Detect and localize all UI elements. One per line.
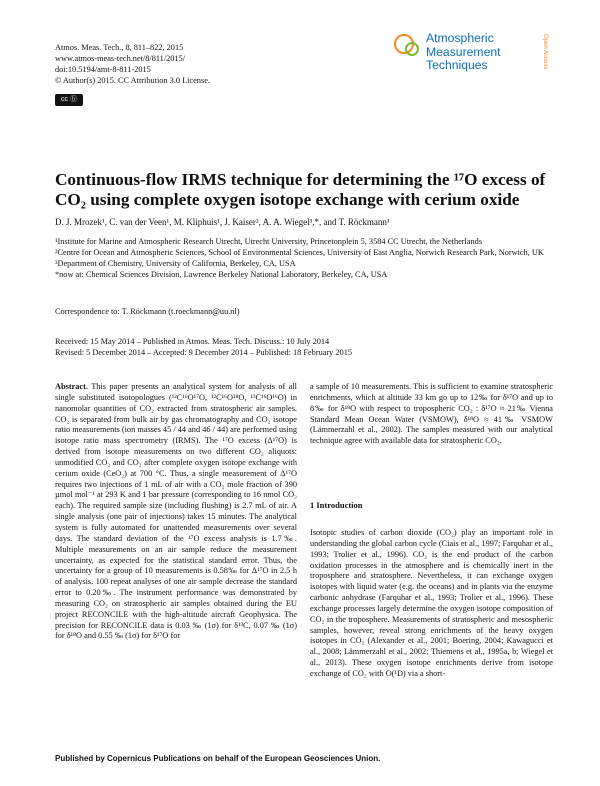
section-heading: 1 Introduction	[310, 500, 363, 510]
publication-history	[55, 336, 352, 358]
logo-text	[426, 32, 501, 73]
article-meta	[55, 42, 210, 86]
history-line: Revised: 5 December 2014 – Accepted: 9 December 2014 – Published: 18 February 2015	[55, 348, 353, 357]
logo-line: Measurement	[426, 44, 501, 59]
affiliation: ²Centre for Ocean and Atmospheric Sciences, School of Environmental Sciences, University of East Anglia, Norwich Research Park, Norwich, UK	[55, 248, 544, 257]
copyright: © Author(s) 2015. CC Attribution 3.0 License.	[55, 76, 210, 85]
correspondence: Correspondence to: T. Röckmann (t.roeckmann@uu.nl)	[55, 307, 240, 316]
logo-line: Atmospheric	[426, 31, 494, 45]
affiliation: ³Department of Chemistry, University of California, Berkeley, CA, USA	[55, 259, 296, 268]
introduction-text: Isotopic studies of carbon dioxide (CO₂) play an important role in understanding the global carbon cycle (Ciais et al., 1997; Farquhar et al., 1993; Trolier et al., 1996). CO₂ is the end product of the carbon oxidation processes in the atmosphere and is chemically inert in the troposphere and stratosphere. Nevertheless, it can exchange oxygen isotopes with liquid water (e.g. the oceans) and in plants via the enzyme carbonic anhydrase (Farquhar et al., 1993; Trolier et al., 1996). These exchange processes largely determine the oxygen isotope composition of CO₂ in the troposphere. Measurements of stratospheric and mesospheric samples, however, reveal strong enrichments of the heavy oxygen isotopes in CO₂ (Alexander et al., 2001; Boering, 2004; Kawagucci et al., 2008; Lämmerzahl et al., 2002; Thiemens et al., 1995a, b; Wiegel et al., 2013). These oxygen isotope enrichments derive from isotope exchange of CO₂ with O(¹D) via a short-	[310, 528, 553, 678]
affiliation: ¹Institute for Marine and Atmospheric Research Utrecht, Utrecht University, Princetonplein 5, 3584 CC Utrecht, the Netherlands	[55, 237, 483, 246]
cc-license-badge-icon[interactable]: cc ⓑ	[55, 94, 83, 106]
abstract-continued: a sample of 10 measurements. This is sufficient to examine stratospheric enrichments, which at altitude 33 km go up to 12‰ for δ¹⁷O and up to 8‰ for δ¹⁸O with respect to tropospheric CO₂ : δ¹⁷O ≈ 21‰ Vienna Standard Mean Ocean Water (VSMOW), δ¹⁸O ≈ 41‰ VSMOW (Lämmerzahl et al., 2002). The samples measured with our analytical technique agree with available data for stratospheric CO₂.	[310, 382, 553, 446]
affiliation: *now at: Chemical Sciences Division, Lawrence Berkeley National Laboratory, Berkeley, CA, USA	[55, 270, 388, 279]
publisher-footer: Published by Copernicus Publications on behalf of the European Geosciences Union.	[55, 754, 381, 763]
author-list: D. J. Mrozek¹, C. van der Veen¹, M. Kliphuis¹, J. Kaiser², A. A. Wiegel³,*, and T. Röckmann¹	[55, 217, 390, 227]
paper-title: Continuous-flow IRMS technique for determining the ¹⁷O excess of CO₂ using complete oxygen isotope exchange with cerium oxide	[55, 170, 546, 209]
egu-logo-icon	[392, 32, 426, 72]
abstract-text: This paper presents an analytical system for analysis of all single substituted isotopologues (¹²C¹⁶O¹⁷O, ¹²C¹⁶O¹⁸O, ¹³C¹⁶O¹⁶O) in nanomolar quantities of CO₂ extracted from stratospheric air samples. CO₂ is separated from bulk air by gas chromatography and CO₂ isotope ratio measurements (ion masses 45 / 44 and 46 / 44) are performed using isotope ratio mass spectrometry (IRMS). The ¹⁷O excess (Δ¹⁷O) is derived from isotope measurements on two different CO₂ aliquots: unmodified CO₂ and CO₂ after complete oxygen isotope exchange with cerium oxide (CeO₂) at 700 °C. Thus, a single measurement of Δ¹⁷O requires two injections of 1 mL of air with a CO₂ mole fraction of 390 µmol mol⁻¹ at 293 K and 1 bar pressure (corresponding to 16 nmol CO₂ each). The required sample size (including flushing) is 2.7 mL of air. A single analysis (one pair of injections) takes 15 minutes. The analytical system is fully automated for unattended measurements over several days. The standard deviation of the ¹⁷O excess analysis is 1.7‰. Multiple measurements on an air sample reduce the measurement uncertainty, as expected for the statistical standard error. Thus, the uncertainty for a group of 10 measurements is 0.58‰ for Δ¹⁷O in 2.5 h of analysis. 100 repeat analyses of one air sample decrease the standard error to 0.20‰. The instrument performance was demonstrated by measuring CO₂ on stratospheric air samples obtained during the EU project RECONCILE with the high-altitude aircraft Geophysica. The precision for RECONCILE data is 0.03 ‰ (1σ) for δ¹³C, 0.07 ‰ (1σ) for δ¹⁸O and 0.55 ‰ (1σ) for δ¹⁷O for	[55, 382, 297, 641]
history-line: Received: 15 May 2014 – Published in Atmos. Meas. Tech. Discuss.: 10 July 2014	[55, 337, 330, 346]
doi[interactable]: doi:10.5194/amt-8-811-2015	[55, 65, 151, 74]
affiliations	[55, 236, 555, 280]
journal-citation: Atmos. Meas. Tech., 8, 811–822, 2015	[55, 43, 184, 52]
open-access-label: Open Access	[542, 34, 548, 70]
journal-logo	[392, 32, 552, 94]
abstract-label: Abstract.	[55, 382, 88, 391]
journal-url[interactable]: www.atmos-meas-tech.net/8/811/2015/	[55, 54, 186, 63]
logo-line: Techniques	[426, 58, 488, 72]
abstract-column	[55, 382, 297, 642]
